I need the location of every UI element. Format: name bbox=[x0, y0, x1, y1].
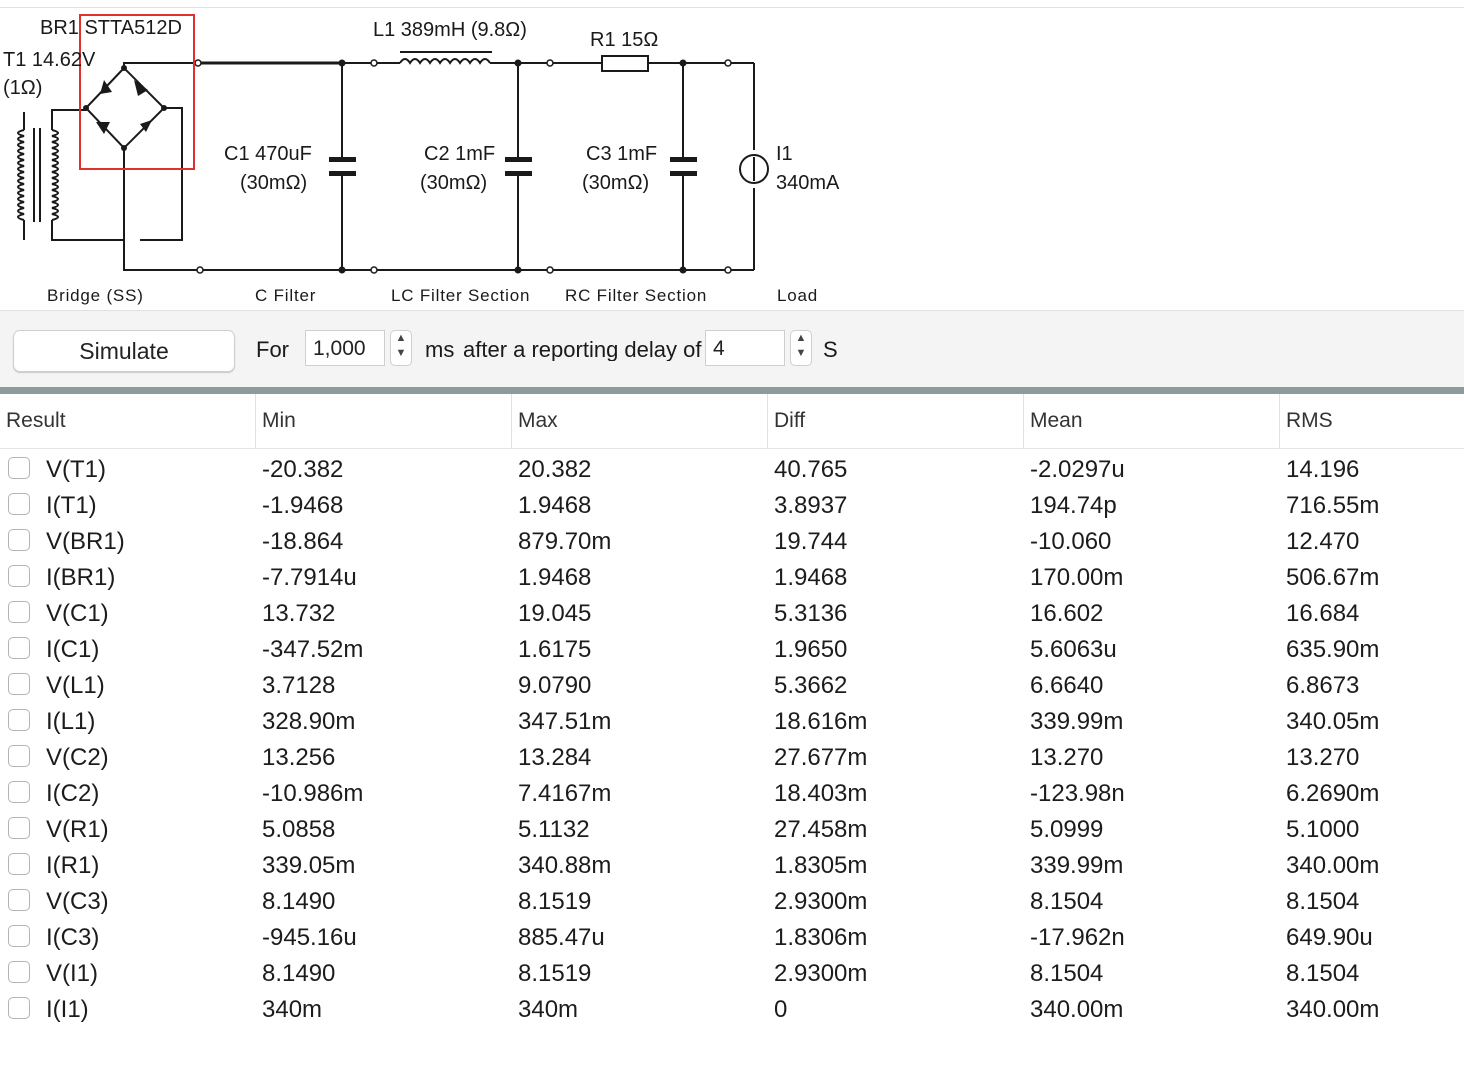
table-row[interactable] bbox=[0, 668, 1464, 704]
diff-cell: 27.677m bbox=[774, 744, 868, 771]
max-cell: 19.045 bbox=[518, 600, 592, 627]
rms-cell: 14.196 bbox=[1286, 456, 1360, 483]
rms-cell: 716.55m bbox=[1286, 492, 1380, 519]
column-header-mean[interactable]: Mean bbox=[1023, 394, 1279, 448]
split-divider[interactable] bbox=[0, 387, 1464, 394]
result-name-cell: V(T1) bbox=[46, 456, 106, 483]
resistor-r1 bbox=[602, 56, 648, 71]
table-row[interactable] bbox=[0, 992, 1464, 1028]
stepper-up-icon[interactable]: ▲ bbox=[395, 332, 407, 344]
duration-input[interactable]: 1,000 bbox=[305, 330, 385, 366]
column-header-diff[interactable]: Diff bbox=[767, 394, 1023, 448]
min-cell: 339.05m bbox=[262, 852, 356, 879]
column-header-max[interactable]: Max bbox=[511, 394, 767, 448]
stepper-down-icon[interactable]: ▼ bbox=[395, 347, 407, 359]
table-row[interactable] bbox=[0, 776, 1464, 812]
column-header-result[interactable]: Result bbox=[6, 409, 66, 432]
min-cell: 340m bbox=[262, 996, 323, 1023]
table-row[interactable] bbox=[0, 956, 1464, 992]
max-cell: 347.51m bbox=[518, 708, 612, 735]
mean-cell: 339.99m bbox=[1030, 708, 1124, 735]
for-label: For bbox=[256, 337, 289, 362]
rms-cell: 13.270 bbox=[1286, 744, 1360, 771]
mean-cell: 194.74p bbox=[1030, 492, 1117, 519]
inductor-label: L1 389mH (9.8Ω) bbox=[373, 19, 527, 41]
min-cell: -7.7914u bbox=[262, 564, 357, 591]
row-checkbox[interactable] bbox=[8, 529, 30, 551]
transformer-label: T1 14.62V bbox=[3, 49, 96, 71]
delay-stepper[interactable] bbox=[790, 330, 812, 366]
min-cell: 8.1490 bbox=[262, 960, 336, 987]
max-cell: 8.1519 bbox=[518, 960, 592, 987]
c2-label: C2 1mF bbox=[424, 143, 496, 165]
min-cell: 13.256 bbox=[262, 744, 336, 771]
c2-esr-label: (30mΩ) bbox=[420, 172, 488, 194]
result-name-cell: V(L1) bbox=[46, 672, 105, 699]
min-cell: -945.16u bbox=[262, 924, 357, 951]
row-checkbox[interactable] bbox=[8, 889, 30, 911]
min-cell: -18.864 bbox=[262, 528, 344, 555]
table-header bbox=[0, 394, 1464, 449]
rms-cell: 506.67m bbox=[1286, 564, 1380, 591]
max-cell: 9.0790 bbox=[518, 672, 592, 699]
duration-stepper[interactable] bbox=[390, 330, 412, 366]
rms-cell: 635.90m bbox=[1286, 636, 1380, 663]
table-row[interactable] bbox=[0, 740, 1464, 776]
rms-cell: 12.470 bbox=[1286, 528, 1360, 555]
result-name-cell: I(L1) bbox=[46, 708, 96, 735]
max-cell: 1.9468 bbox=[518, 492, 592, 519]
mean-cell: 5.0999 bbox=[1030, 816, 1104, 843]
c3-esr-label: (30mΩ) bbox=[582, 172, 650, 194]
table-row[interactable] bbox=[0, 920, 1464, 956]
result-name-cell: I(BR1) bbox=[46, 564, 116, 591]
simulate-button[interactable]: Simulate bbox=[13, 330, 235, 372]
min-cell: -20.382 bbox=[262, 456, 344, 483]
bridge-label: BR1 STTA512D bbox=[40, 17, 182, 39]
row-checkbox[interactable] bbox=[8, 853, 30, 875]
max-cell: 7.4167m bbox=[518, 780, 612, 807]
row-checkbox[interactable] bbox=[8, 457, 30, 479]
i1-value-label: 340mA bbox=[776, 172, 840, 194]
row-checkbox[interactable] bbox=[8, 817, 30, 839]
result-name-cell: V(I1) bbox=[46, 960, 99, 987]
diff-cell: 2.9300m bbox=[774, 960, 868, 987]
result-name-cell: I(I1) bbox=[46, 996, 89, 1023]
mean-cell: 340.00m bbox=[1030, 996, 1124, 1023]
result-name-cell: V(BR1) bbox=[46, 528, 125, 555]
max-cell: 13.284 bbox=[518, 744, 592, 771]
rms-cell: 8.1504 bbox=[1286, 888, 1360, 915]
table-row[interactable] bbox=[0, 632, 1464, 668]
circuit-schematic[interactable] bbox=[0, 0, 1464, 310]
section-label-rc-filter: RC Filter Section bbox=[565, 286, 708, 305]
terminals bbox=[195, 60, 731, 273]
min-cell: 13.732 bbox=[262, 600, 336, 627]
max-cell: 1.6175 bbox=[518, 636, 592, 663]
transformer-resistance-label: (1Ω) bbox=[3, 77, 43, 99]
seconds-label: S bbox=[823, 337, 838, 362]
delay-input[interactable]: 4 bbox=[705, 330, 785, 366]
diff-cell: 1.9650 bbox=[774, 636, 848, 663]
resistor-label: R1 15Ω bbox=[590, 29, 659, 51]
section-label-load: Load bbox=[777, 286, 819, 305]
section-label-c-filter: C Filter bbox=[255, 286, 317, 305]
results-table bbox=[0, 394, 1464, 1092]
mean-cell: 13.270 bbox=[1030, 744, 1104, 771]
diff-cell: 5.3662 bbox=[774, 672, 848, 699]
mean-cell: 339.99m bbox=[1030, 852, 1124, 879]
max-cell: 8.1519 bbox=[518, 888, 592, 915]
min-cell: 328.90m bbox=[262, 708, 356, 735]
table-row[interactable] bbox=[0, 488, 1464, 524]
max-cell: 885.47u bbox=[518, 924, 605, 951]
table-row[interactable] bbox=[0, 848, 1464, 884]
max-cell: 5.1132 bbox=[518, 816, 590, 843]
table-row[interactable] bbox=[0, 452, 1464, 488]
result-name-cell: I(T1) bbox=[46, 492, 97, 519]
table-row[interactable] bbox=[0, 596, 1464, 632]
max-cell: 340.88m bbox=[518, 852, 612, 879]
min-cell: 3.7128 bbox=[262, 672, 336, 699]
max-cell: 1.9468 bbox=[518, 564, 592, 591]
row-checkbox[interactable] bbox=[8, 745, 30, 767]
section-label-lc-filter: LC Filter Section bbox=[391, 286, 531, 305]
rms-cell: 340.00m bbox=[1286, 996, 1380, 1023]
row-checkbox[interactable] bbox=[8, 601, 30, 623]
diff-cell: 1.8306m bbox=[774, 924, 868, 951]
mean-cell: 6.6640 bbox=[1030, 672, 1104, 699]
row-checkbox[interactable] bbox=[8, 781, 30, 803]
max-cell: 340m bbox=[518, 996, 579, 1023]
row-checkbox[interactable] bbox=[8, 565, 30, 587]
diff-cell: 18.616m bbox=[774, 708, 868, 735]
rms-cell: 649.90u bbox=[1286, 924, 1373, 951]
max-cell: 879.70m bbox=[518, 528, 612, 555]
mean-cell: 8.1504 bbox=[1030, 960, 1104, 987]
bridge-rectifier bbox=[86, 68, 164, 148]
row-checkbox[interactable] bbox=[8, 961, 30, 983]
rms-cell: 8.1504 bbox=[1286, 960, 1360, 987]
min-cell: -347.52m bbox=[262, 636, 364, 663]
diff-cell: 18.403m bbox=[774, 780, 868, 807]
table-row[interactable] bbox=[0, 524, 1464, 560]
rms-cell: 6.8673 bbox=[1286, 672, 1360, 699]
mean-cell: -2.0297u bbox=[1030, 456, 1125, 483]
rms-cell: 6.2690m bbox=[1286, 780, 1380, 807]
diff-cell: 1.8305m bbox=[774, 852, 868, 879]
schematic-drawing bbox=[0, 0, 1464, 310]
row-checkbox[interactable] bbox=[8, 673, 30, 695]
diff-cell: 1.9468 bbox=[774, 564, 848, 591]
c1-esr-label: (30mΩ) bbox=[240, 172, 308, 194]
row-checkbox[interactable] bbox=[8, 997, 30, 1019]
diff-cell: 27.458m bbox=[774, 816, 868, 843]
diff-cell: 19.744 bbox=[774, 528, 848, 555]
diff-cell: 40.765 bbox=[774, 456, 848, 483]
inductor-l1 bbox=[400, 59, 490, 63]
table-row[interactable] bbox=[0, 560, 1464, 596]
row-checkbox[interactable] bbox=[8, 493, 30, 515]
mean-cell: 5.6063u bbox=[1030, 636, 1117, 663]
table-row[interactable] bbox=[0, 884, 1464, 920]
row-checkbox[interactable] bbox=[8, 925, 30, 947]
rms-cell: 340.05m bbox=[1286, 708, 1380, 735]
rms-cell: 340.00m bbox=[1286, 852, 1380, 879]
mean-cell: 170.00m bbox=[1030, 564, 1124, 591]
ms-label: ms bbox=[425, 337, 455, 362]
mean-cell: 8.1504 bbox=[1030, 888, 1104, 915]
rms-cell: 5.1000 bbox=[1286, 816, 1360, 843]
section-label-bridge: Bridge (SS) bbox=[47, 286, 144, 305]
diff-cell: 5.3136 bbox=[774, 600, 848, 627]
min-cell: 8.1490 bbox=[262, 888, 336, 915]
rms-cell: 16.684 bbox=[1286, 600, 1360, 627]
mean-cell: -17.962n bbox=[1030, 924, 1125, 951]
diff-cell: 2.9300m bbox=[774, 888, 868, 915]
max-cell: 20.382 bbox=[518, 456, 592, 483]
result-name-cell: I(C3) bbox=[46, 924, 100, 951]
diff-cell: 3.8937 bbox=[774, 492, 848, 519]
row-checkbox[interactable] bbox=[8, 709, 30, 731]
min-cell: 5.0858 bbox=[262, 816, 336, 843]
mean-cell: -10.060 bbox=[1030, 528, 1112, 555]
result-name-cell: V(C3) bbox=[46, 888, 109, 915]
stepper-down-icon[interactable]: ▼ bbox=[795, 347, 807, 359]
min-cell: -1.9468 bbox=[262, 492, 344, 519]
i1-label: I1 bbox=[776, 143, 793, 165]
stepper-up-icon[interactable]: ▲ bbox=[795, 332, 807, 344]
c3-label: C3 1mF bbox=[586, 143, 658, 165]
simulation-toolbar bbox=[0, 310, 1464, 388]
result-name-cell: I(C1) bbox=[46, 636, 100, 663]
result-name-cell: V(C2) bbox=[46, 744, 109, 771]
min-cell: -10.986m bbox=[262, 780, 364, 807]
delay-label: after a reporting delay of bbox=[463, 339, 702, 361]
column-header-min[interactable]: Min bbox=[255, 394, 511, 448]
c1-label: C1 470uF bbox=[224, 143, 312, 165]
result-name-cell: I(R1) bbox=[46, 852, 100, 879]
diff-cell: 0 bbox=[774, 996, 788, 1023]
junction-dots bbox=[83, 60, 687, 274]
result-name-cell: V(R1) bbox=[46, 816, 109, 843]
mean-cell: -123.98n bbox=[1030, 780, 1125, 807]
table-row[interactable] bbox=[0, 812, 1464, 848]
result-name-cell: I(C2) bbox=[46, 780, 100, 807]
result-name-cell: V(C1) bbox=[46, 600, 109, 627]
table-row[interactable] bbox=[0, 704, 1464, 740]
mean-cell: 16.602 bbox=[1030, 600, 1104, 627]
row-checkbox[interactable] bbox=[8, 637, 30, 659]
column-header-rms[interactable]: RMS bbox=[1279, 394, 1464, 448]
bridge-diodes bbox=[96, 80, 152, 134]
